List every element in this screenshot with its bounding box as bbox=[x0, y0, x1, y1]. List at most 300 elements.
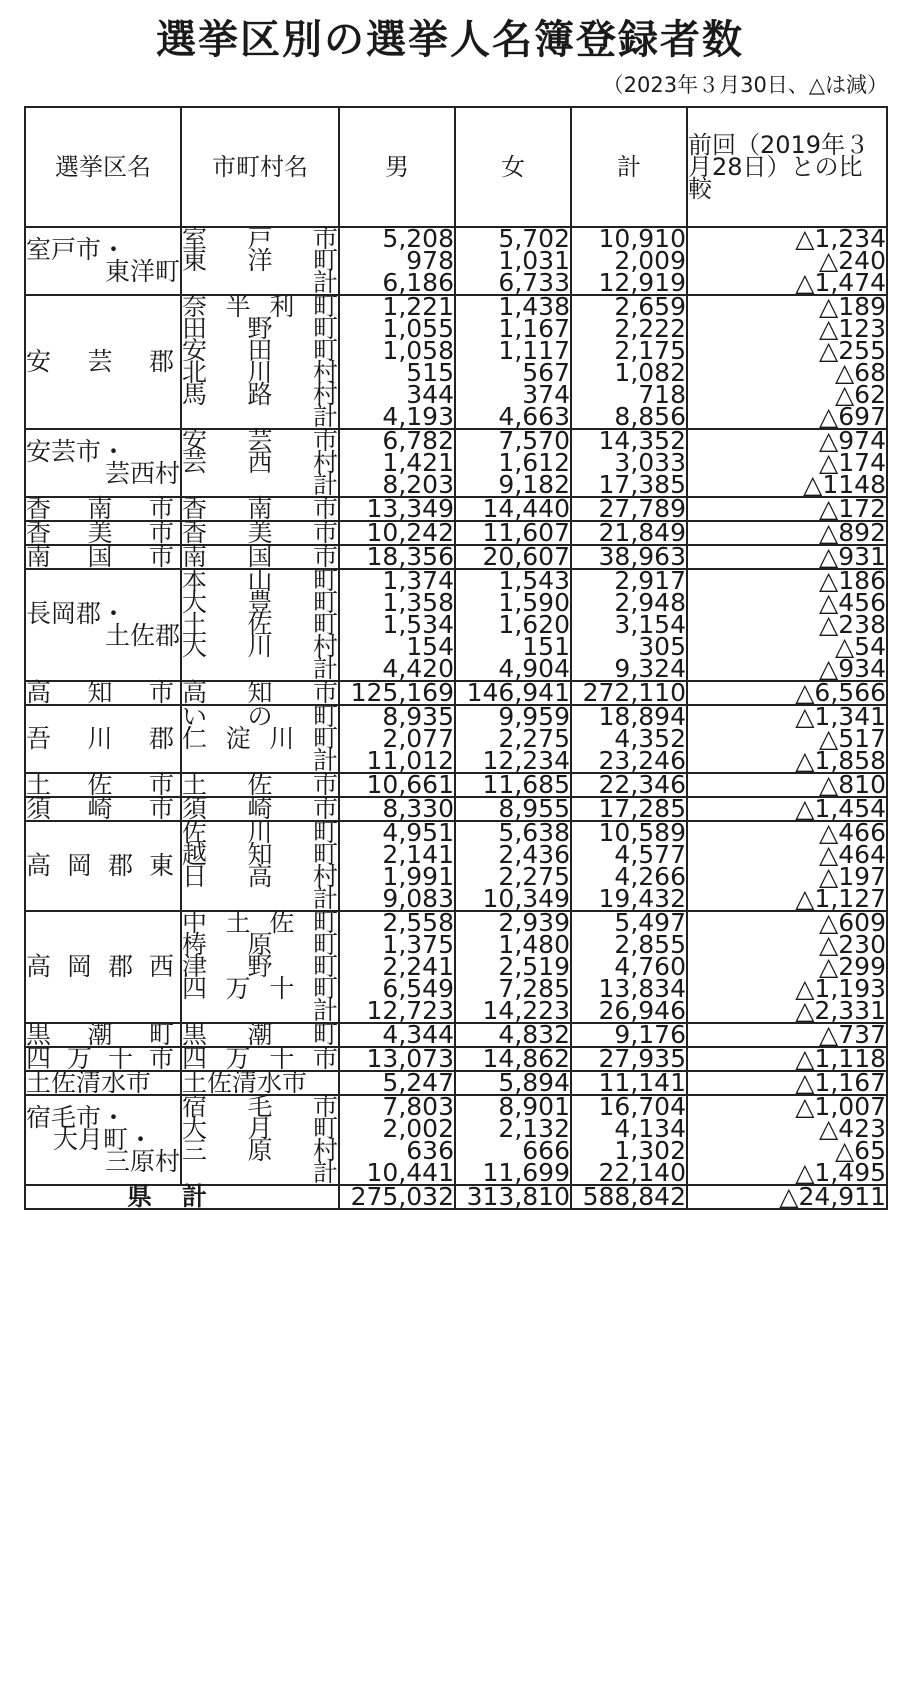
date-note: （2023年３月30日、△は減） bbox=[602, 73, 888, 97]
male-value: 1,421 bbox=[382, 448, 454, 477]
municipality-name: 香 南 市 bbox=[182, 494, 338, 523]
municipality-name: 計 bbox=[312, 654, 338, 683]
total-cell bbox=[571, 1092, 687, 1187]
total-value: 17,285 bbox=[598, 794, 686, 823]
total-value: 718 bbox=[638, 380, 686, 409]
district-cell bbox=[25, 794, 181, 823]
female-value: 4,663 bbox=[498, 402, 570, 431]
male-cell bbox=[339, 702, 455, 775]
male-value: 9,083 bbox=[382, 884, 454, 913]
male-value: 2,077 bbox=[382, 724, 454, 753]
male-value: 8,203 bbox=[382, 470, 454, 499]
municipality-name: 三 原 村 bbox=[182, 1136, 338, 1165]
female-value: 6,733 bbox=[498, 268, 570, 297]
municipality-name: 土 佐 町 bbox=[182, 610, 338, 639]
comparison-value: △1,167 bbox=[795, 1068, 886, 1097]
total-value: 21,849 bbox=[598, 518, 686, 547]
male-value: 2,002 bbox=[382, 1114, 454, 1143]
comparison-cell bbox=[687, 292, 887, 431]
female-value: 374 bbox=[522, 380, 570, 409]
table-row bbox=[25, 569, 887, 681]
total-value: 2,948 bbox=[614, 588, 686, 617]
male-value: 125,169 bbox=[350, 678, 454, 707]
total-value: 8,856 bbox=[614, 402, 686, 431]
comparison-value: △1,007 bbox=[795, 1092, 886, 1121]
comparison-cell bbox=[687, 1092, 887, 1187]
total-value: 2,917 bbox=[614, 566, 686, 595]
comparison-value: △517 bbox=[819, 724, 886, 753]
district-name: 吾 川 郡 bbox=[26, 724, 174, 753]
total-value: 1,302 bbox=[614, 1136, 686, 1165]
comparison-value: △65 bbox=[834, 1136, 886, 1165]
total-value: 4,266 bbox=[614, 862, 686, 891]
female-cell bbox=[455, 702, 571, 775]
comparison-value: △230 bbox=[819, 930, 886, 959]
total-value: 19,432 bbox=[598, 884, 686, 913]
female-value: 14,440 bbox=[482, 494, 570, 523]
header-row bbox=[25, 107, 887, 227]
comparison-value: △737 bbox=[819, 1020, 886, 1049]
female-value: 9,182 bbox=[498, 470, 570, 499]
male-cell bbox=[339, 426, 455, 499]
female-value: 4,832 bbox=[498, 1020, 570, 1049]
total-value: 27,789 bbox=[598, 494, 686, 523]
comparison-cell bbox=[687, 818, 887, 913]
comparison-value: △238 bbox=[819, 610, 886, 639]
female-value: 151 bbox=[522, 632, 570, 661]
female-value: 8,955 bbox=[498, 794, 570, 823]
female-value: 11,685 bbox=[482, 770, 570, 799]
comparison-value: △609 bbox=[819, 908, 886, 937]
municipality-name: 安 芸 市 bbox=[182, 426, 338, 455]
female-value: 1,543 bbox=[498, 566, 570, 595]
male-value: 1,358 bbox=[382, 588, 454, 617]
district-name: 南 国 市 bbox=[26, 542, 174, 571]
male-value: 5,208 bbox=[382, 224, 454, 253]
female-cell bbox=[455, 292, 571, 431]
comparison-value: △464 bbox=[819, 840, 886, 869]
total-value: 4,577 bbox=[614, 840, 686, 869]
female-cell bbox=[455, 224, 571, 297]
female-value: 2,939 bbox=[498, 908, 570, 937]
table-row bbox=[25, 1071, 887, 1095]
municipality-name: 計 bbox=[312, 996, 338, 1025]
comparison-value: △1148 bbox=[803, 470, 886, 499]
municipality-name: 計 bbox=[312, 884, 338, 913]
municipality-name: 馬 路 村 bbox=[182, 380, 338, 409]
district-name: 三原村 bbox=[104, 1147, 180, 1176]
total-value: 9,176 bbox=[614, 1020, 686, 1049]
male-value: 1,058 bbox=[382, 336, 454, 365]
male-value: 6,549 bbox=[382, 974, 454, 1003]
female-value: 14,223 bbox=[482, 996, 570, 1025]
male-value: 11,012 bbox=[366, 746, 454, 775]
comparison-value: △934 bbox=[819, 654, 886, 683]
grand-total-total: 588,842 bbox=[571, 1185, 687, 1209]
table-row bbox=[25, 1095, 887, 1185]
comparison-value: △1,495 bbox=[795, 1158, 886, 1187]
comparison-value: △974 bbox=[819, 426, 886, 455]
district-name: 高 知 市 bbox=[26, 678, 174, 707]
district-name: 香 美 市 bbox=[26, 518, 174, 547]
table-row bbox=[25, 545, 887, 569]
female-value: 1,117 bbox=[498, 336, 570, 365]
comparison-value: △6,566 bbox=[795, 678, 886, 707]
female-value: 8,901 bbox=[498, 1092, 570, 1121]
header-male: 男 bbox=[339, 107, 455, 227]
district-cell bbox=[25, 678, 181, 707]
grand-total-female: 313,810 bbox=[455, 1185, 571, 1209]
male-value: 10,441 bbox=[366, 1158, 454, 1187]
grand-total-comparison: △24,911 bbox=[687, 1185, 887, 1209]
municipality-name: 計 bbox=[312, 470, 338, 499]
municipality-name: 計 bbox=[312, 1158, 338, 1187]
municipality-name: 須 崎 市 bbox=[182, 794, 338, 823]
female-value: 9,959 bbox=[498, 702, 570, 731]
male-cell bbox=[339, 1092, 455, 1187]
female-value: 2,132 bbox=[498, 1114, 570, 1143]
grand-total-row bbox=[25, 1185, 887, 1209]
male-value: 6,186 bbox=[382, 268, 454, 297]
municipality-name: 計 bbox=[312, 402, 338, 431]
municipality-name: 計 bbox=[312, 268, 338, 297]
comparison-value: △1,193 bbox=[795, 974, 886, 1003]
male-value: 5,247 bbox=[382, 1068, 454, 1097]
municipality-name: 安 田 町 bbox=[182, 336, 338, 365]
district-name: 芸西村 bbox=[104, 459, 180, 488]
female-value: 1,620 bbox=[498, 610, 570, 639]
table-row bbox=[25, 1047, 887, 1071]
district-cell bbox=[25, 542, 181, 571]
comparison-cell bbox=[687, 426, 887, 499]
municipality-name: 東 洋 町 bbox=[182, 246, 338, 275]
header-total: 計 bbox=[571, 107, 687, 227]
female-value: 1,031 bbox=[498, 246, 570, 275]
comparison-value: △931 bbox=[819, 542, 886, 571]
comparison-value: △697 bbox=[819, 402, 886, 431]
total-value: 38,963 bbox=[598, 542, 686, 571]
municipality-cell bbox=[181, 566, 339, 683]
total-value: 10,910 bbox=[598, 224, 686, 253]
grand-total-male: 275,032 bbox=[339, 1185, 455, 1209]
female-value: 1,438 bbox=[498, 292, 570, 321]
table-row bbox=[25, 821, 887, 911]
district-name: 高 岡 郡 東 bbox=[26, 851, 174, 880]
table-row bbox=[25, 681, 887, 705]
district-name: 土佐清水市 bbox=[26, 1068, 152, 1097]
municipality-name: 仁 淀 川 町 bbox=[182, 724, 338, 753]
district-cell bbox=[25, 1095, 181, 1185]
total-value: 305 bbox=[638, 632, 686, 661]
district-name: 室戸市・ bbox=[26, 235, 127, 264]
male-value: 1,055 bbox=[382, 314, 454, 343]
female-cell bbox=[455, 566, 571, 683]
female-value: 666 bbox=[522, 1136, 570, 1165]
municipality-name: 宿 毛 市 bbox=[182, 1092, 338, 1121]
female-value: 2,519 bbox=[498, 952, 570, 981]
district-name: 東洋町 bbox=[104, 257, 180, 286]
total-value: 2,009 bbox=[614, 246, 686, 275]
district-name: 大月町・ bbox=[52, 1125, 153, 1154]
municipality-cell bbox=[181, 292, 339, 431]
municipality-name: 室 戸 市 bbox=[182, 224, 338, 253]
header-comparison: 前回（2019年３月28日）との比較 bbox=[687, 107, 887, 227]
total-value: 16,704 bbox=[598, 1092, 686, 1121]
male-value: 1,221 bbox=[382, 292, 454, 321]
total-value: 11,141 bbox=[598, 1068, 686, 1097]
municipality-name: 越 知 町 bbox=[182, 840, 338, 869]
grand-total-label: 県計 bbox=[25, 1185, 339, 1209]
male-value: 2,141 bbox=[382, 840, 454, 869]
municipality-name: 四 万 十 町 bbox=[182, 974, 338, 1003]
female-value: 146,941 bbox=[466, 678, 570, 707]
district-name: 四 万 十 市 bbox=[26, 1044, 174, 1073]
total-value: 2,222 bbox=[614, 314, 686, 343]
comparison-value: △810 bbox=[819, 770, 886, 799]
female-value: 5,894 bbox=[498, 1068, 570, 1097]
total-value: 22,140 bbox=[598, 1158, 686, 1187]
total-cell bbox=[571, 292, 687, 431]
total-cell bbox=[571, 702, 687, 775]
registrants-table bbox=[24, 106, 888, 1210]
comparison-value: △1,454 bbox=[795, 794, 886, 823]
total-value: 14,352 bbox=[598, 426, 686, 455]
district-cell bbox=[25, 295, 181, 429]
municipality-cell bbox=[181, 908, 339, 1025]
municipality-name: 四 万 十 市 bbox=[182, 1044, 338, 1073]
municipality-name: 梼 原 町 bbox=[182, 930, 338, 959]
comparison-value: △197 bbox=[819, 862, 886, 891]
municipality-name: 土 佐 市 bbox=[182, 770, 338, 799]
female-value: 7,285 bbox=[498, 974, 570, 1003]
female-value: 20,607 bbox=[482, 542, 570, 571]
male-value: 8,935 bbox=[382, 702, 454, 731]
total-value: 3,154 bbox=[614, 610, 686, 639]
municipality-name: 黒 潮 町 bbox=[182, 1020, 338, 1049]
total-cell bbox=[571, 818, 687, 913]
male-value: 515 bbox=[406, 358, 454, 387]
total-value: 27,935 bbox=[598, 1044, 686, 1073]
municipality-name: 芸 西 村 bbox=[182, 448, 338, 477]
district-name: 安 芸 郡 bbox=[26, 347, 174, 376]
male-value: 10,242 bbox=[366, 518, 454, 547]
table-row bbox=[25, 705, 887, 773]
municipality-cell bbox=[181, 1092, 339, 1187]
male-value: 7,803 bbox=[382, 1092, 454, 1121]
male-cell bbox=[339, 292, 455, 431]
total-value: 22,346 bbox=[598, 770, 686, 799]
total-value: 1,082 bbox=[614, 358, 686, 387]
table-row bbox=[25, 227, 887, 295]
total-value: 12,919 bbox=[598, 268, 686, 297]
male-value: 12,723 bbox=[366, 996, 454, 1025]
female-cell bbox=[455, 908, 571, 1025]
municipality-name: 津 野 町 bbox=[182, 952, 338, 981]
comparison-cell bbox=[687, 702, 887, 775]
comparison-value: △466 bbox=[819, 818, 886, 847]
male-value: 13,073 bbox=[366, 1044, 454, 1073]
female-value: 11,699 bbox=[482, 1158, 570, 1187]
municipality-name: 大 川 村 bbox=[182, 632, 338, 661]
total-cell bbox=[571, 224, 687, 297]
municipality-name: い の 町 bbox=[182, 702, 338, 731]
district-name: 土 佐 市 bbox=[26, 770, 174, 799]
male-value: 4,420 bbox=[382, 654, 454, 683]
comparison-value: △255 bbox=[819, 336, 886, 365]
female-value: 5,638 bbox=[498, 818, 570, 847]
district-name: 高 岡 郡 西 bbox=[26, 952, 174, 981]
female-value: 5,702 bbox=[498, 224, 570, 253]
municipality-name: 高 知 市 bbox=[182, 678, 338, 707]
municipality-name: 佐 川 町 bbox=[182, 818, 338, 847]
comparison-value: △456 bbox=[819, 588, 886, 617]
total-value: 5,497 bbox=[614, 908, 686, 937]
district-name: 香 南 市 bbox=[26, 494, 174, 523]
municipality-name: 日 高 村 bbox=[182, 862, 338, 891]
male-value: 13,349 bbox=[366, 494, 454, 523]
male-value: 8,330 bbox=[382, 794, 454, 823]
municipality-cell bbox=[181, 224, 339, 297]
municipality-name: 土佐清水市 bbox=[182, 1068, 308, 1097]
comparison-value: △172 bbox=[819, 494, 886, 523]
total-value: 272,110 bbox=[582, 678, 686, 707]
total-value: 4,760 bbox=[614, 952, 686, 981]
table-row bbox=[25, 429, 887, 497]
municipality-name: 大 豊 町 bbox=[182, 588, 338, 617]
female-value: 1,480 bbox=[498, 930, 570, 959]
male-value: 4,344 bbox=[382, 1020, 454, 1049]
comparison-value: △892 bbox=[819, 518, 886, 547]
total-value: 4,352 bbox=[614, 724, 686, 753]
municipality-name: 大 月 町 bbox=[182, 1114, 338, 1143]
comparison-cell bbox=[687, 566, 887, 683]
male-value: 4,193 bbox=[382, 402, 454, 431]
female-value: 14,862 bbox=[482, 1044, 570, 1073]
comparison-cell bbox=[687, 224, 887, 297]
male-value: 6,782 bbox=[382, 426, 454, 455]
male-value: 978 bbox=[406, 246, 454, 275]
municipality-cell bbox=[181, 426, 339, 499]
page-title: 選挙区別の選挙人名簿登録者数 bbox=[156, 17, 744, 63]
district-cell bbox=[25, 227, 181, 295]
municipality-name: 香 美 市 bbox=[182, 518, 338, 547]
male-value: 10,661 bbox=[366, 770, 454, 799]
female-value: 1,590 bbox=[498, 588, 570, 617]
comparison-value: △1,858 bbox=[795, 746, 886, 775]
municipality-name: 田 野 町 bbox=[182, 314, 338, 343]
female-value: 12,234 bbox=[482, 746, 570, 775]
total-value: 26,946 bbox=[598, 996, 686, 1025]
female-value: 11,607 bbox=[482, 518, 570, 547]
comparison-value: △1,127 bbox=[795, 884, 886, 913]
comparison-value: △54 bbox=[834, 632, 886, 661]
male-value: 344 bbox=[406, 380, 454, 409]
total-value: 4,134 bbox=[614, 1114, 686, 1143]
comparison-value: △2,331 bbox=[795, 996, 886, 1025]
female-value: 2,275 bbox=[498, 724, 570, 753]
comparison-value: △123 bbox=[819, 314, 886, 343]
municipality-name: 中 土 佐 町 bbox=[182, 908, 338, 937]
male-value: 2,558 bbox=[382, 908, 454, 937]
total-value: 13,834 bbox=[598, 974, 686, 1003]
total-value: 2,659 bbox=[614, 292, 686, 321]
table-row bbox=[25, 797, 887, 821]
municipality-name: 計 bbox=[312, 746, 338, 775]
total-value: 9,324 bbox=[614, 654, 686, 683]
comparison-value: △189 bbox=[819, 292, 886, 321]
municipality-name: 本 山 町 bbox=[182, 566, 338, 595]
district-name: 安芸市・ bbox=[26, 437, 127, 466]
header-female: 女 bbox=[455, 107, 571, 227]
male-value: 1,375 bbox=[382, 930, 454, 959]
male-value: 1,534 bbox=[382, 610, 454, 639]
total-cell bbox=[571, 908, 687, 1025]
total-value: 10,589 bbox=[598, 818, 686, 847]
comparison-value: △174 bbox=[819, 448, 886, 477]
total-cell bbox=[571, 566, 687, 683]
table-row bbox=[25, 911, 887, 1023]
header-municipality: 市町村名 bbox=[181, 107, 339, 227]
header-district: 選挙区名 bbox=[25, 107, 181, 227]
total-value: 2,175 bbox=[614, 336, 686, 365]
female-value: 1,612 bbox=[498, 448, 570, 477]
female-value: 4,904 bbox=[498, 654, 570, 683]
comparison-value: △1,234 bbox=[795, 224, 886, 253]
female-cell bbox=[455, 426, 571, 499]
district-name: 宿毛市・ bbox=[26, 1103, 127, 1132]
total-value: 23,246 bbox=[598, 746, 686, 775]
comparison-value: △1,118 bbox=[795, 1044, 886, 1073]
comparison-value: △240 bbox=[819, 246, 886, 275]
male-value: 636 bbox=[406, 1136, 454, 1165]
female-cell bbox=[455, 1092, 571, 1187]
total-value: 17,385 bbox=[598, 470, 686, 499]
district-name: 土佐郡 bbox=[104, 621, 180, 650]
district-cell bbox=[25, 1068, 181, 1097]
municipality-name: 北 川 村 bbox=[182, 358, 338, 387]
total-value: 18,894 bbox=[598, 702, 686, 731]
comparison-value: △299 bbox=[819, 952, 886, 981]
district-name: 黒 潮 町 bbox=[26, 1020, 174, 1049]
total-value: 3,033 bbox=[614, 448, 686, 477]
female-value: 10,349 bbox=[482, 884, 570, 913]
district-cell bbox=[25, 569, 181, 681]
comparison-value: △1,341 bbox=[795, 702, 886, 731]
district-cell bbox=[25, 911, 181, 1023]
district-cell bbox=[25, 705, 181, 773]
municipality-name: 奈 半 利 町 bbox=[182, 292, 338, 321]
male-cell bbox=[339, 818, 455, 913]
comparison-value: △423 bbox=[819, 1114, 886, 1143]
district-cell bbox=[25, 429, 181, 497]
male-value: 4,951 bbox=[382, 818, 454, 847]
female-value: 2,436 bbox=[498, 840, 570, 869]
female-value: 567 bbox=[522, 358, 570, 387]
male-value: 1,991 bbox=[382, 862, 454, 891]
male-value: 2,241 bbox=[382, 952, 454, 981]
male-cell bbox=[339, 566, 455, 683]
municipality-cell bbox=[181, 818, 339, 913]
male-cell bbox=[339, 224, 455, 297]
comparison-value: △68 bbox=[834, 358, 886, 387]
table-body bbox=[25, 224, 887, 1211]
district-name: 長岡郡・ bbox=[26, 599, 127, 628]
male-value: 1,374 bbox=[382, 566, 454, 595]
comparison-value: △186 bbox=[819, 566, 886, 595]
comparison-value: △62 bbox=[834, 380, 886, 409]
male-value: 18,356 bbox=[366, 542, 454, 571]
table-row bbox=[25, 295, 887, 429]
